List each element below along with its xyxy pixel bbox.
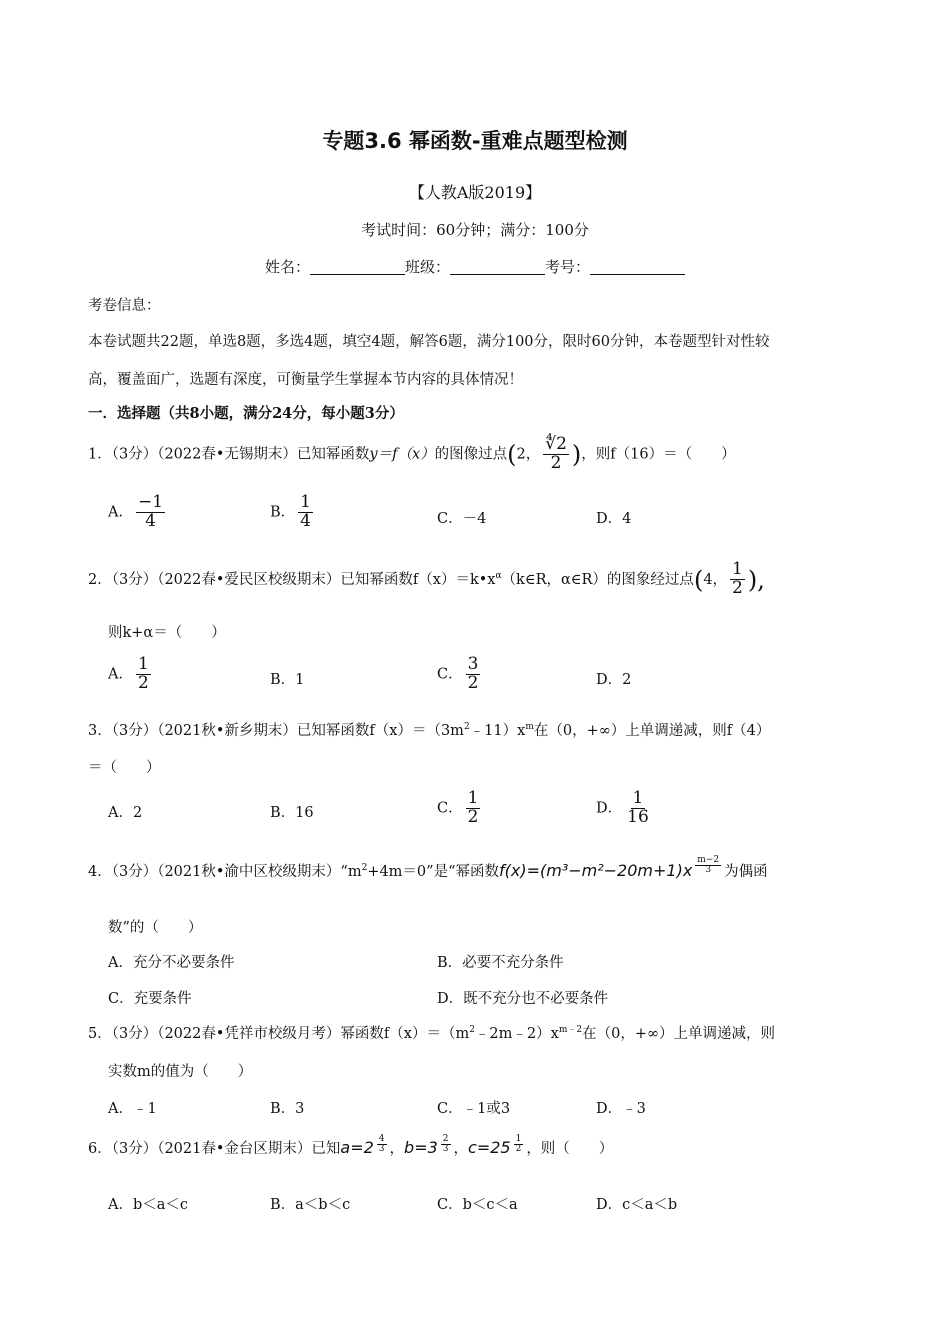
question-2: 2．（3分）（2022春•爱民区校级期末）已知幂函数$f(x)=k•x^\alpha(k\in R$，α∈R）的图象经过点(4， $\frac{1}{2}$ ), <box>88 559 765 599</box>
class-label: 班级： <box>404 258 450 276</box>
q2-option-b[interactable]: B．1 <box>270 672 305 688</box>
q3-option-a[interactable]: A．2 <box>108 805 143 821</box>
question-3: 3．（3分）（2021秋•新乡期末）已知幂函数$f(x)=(3m^2﹣11)x^m$在（0，+∞）上单调递减，则f（4） <box>88 722 771 739</box>
q1-suffix: ，则f（16）＝（ ） <box>581 446 736 463</box>
q1-option-b[interactable]: B． $\frac{1}{4}$ <box>270 492 311 531</box>
q2-point-x: 4， <box>703 571 728 588</box>
class-blank[interactable] <box>450 258 545 275</box>
q4-option-b[interactable]: B．必要不充分条件 <box>437 955 564 971</box>
number-label: 考号： <box>545 258 591 276</box>
q6-option-a[interactable]: A．b＜a＜c <box>108 1197 189 1213</box>
edition-label: 【人教A版2019】 <box>408 183 542 202</box>
q1-option-d[interactable]: D．4 <box>596 511 632 527</box>
q2-option-a[interactable]: A． $\frac{1}{2}$ <box>108 654 149 693</box>
q2-prefix: 2．（3分）（2022春•爱民区校级期末）已知幂函数f（x）＝k•x <box>88 571 496 588</box>
q6-option-d[interactable]: D．c＜a＜b <box>596 1197 678 1213</box>
number-blank[interactable] <box>590 258 685 275</box>
q3-line-2: ＝（ ） <box>88 760 161 776</box>
q6-option-c[interactable]: C．b＜c＜a <box>437 1197 518 1213</box>
q1-mid: 的图像过点 <box>434 446 508 463</box>
section-heading: 一．选择题（共8小题，满分24分，每小题3分） <box>88 405 404 422</box>
question-1: 1．（3分）（2022春•无锡期末）已知幂函数y＝f（x）的图像过点(2， $\frac{∜2}{2}$ )，则f（16）＝（ ） <box>88 434 736 473</box>
q1-point-x: 2， <box>516 446 541 463</box>
q2-exponent: α <box>495 571 502 581</box>
q5-option-b[interactable]: B．3 <box>270 1101 305 1117</box>
q1-prefix: 1．（3分）（2022春•无锡期末）已知幂函数 <box>88 446 370 463</box>
q5-option-d[interactable]: D．﹣3 <box>596 1101 646 1117</box>
q4-option-c[interactable]: C．充要条件 <box>108 991 192 1007</box>
q1-point-fraction: $\frac{∜2}{2}$ <box>545 434 567 473</box>
q2-option-d[interactable]: D．2 <box>596 672 632 688</box>
info-heading: 考卷信息： <box>88 298 161 314</box>
q4-option-a[interactable]: A．充分不必要条件 <box>108 955 235 971</box>
q5-option-c[interactable]: C．﹣1或3 <box>437 1101 511 1117</box>
q4-formula: f(x)=(m³−m²−20m+1)x <box>499 860 693 880</box>
info-line-1: 本卷试题共22题，单选8题，多选4题，填空4题，解答6题，满分100分，限时60分钟，本卷题型针对性较 <box>88 334 770 350</box>
q1-option-c[interactable]: C．－4 <box>437 511 487 527</box>
q4-line-2: 数”的（ ） <box>108 920 203 936</box>
q4-option-d[interactable]: D．既不充分也不必要条件 <box>437 991 609 1007</box>
q3-option-b[interactable]: B．16 <box>270 805 314 821</box>
q5-option-a[interactable]: A．﹣1 <box>108 1101 157 1117</box>
name-blank[interactable] <box>310 258 405 275</box>
q1-option-a[interactable]: A． $\frac{-1}{4}$ <box>108 492 164 531</box>
info-line-2: 高，覆盖面广，选题有深度，可衡量学生掌握本节内容的具体情况！ <box>88 372 523 388</box>
q2-point-fraction: $\frac{1}{2}$ <box>732 559 743 599</box>
q4-exponent-fraction: $\frac{m-2}{3}$ <box>697 854 720 876</box>
q1-func: y＝f（x） <box>369 446 435 463</box>
q5-line-2: 实数m的值为（ ） <box>108 1064 253 1080</box>
q2-option-c[interactable]: C． $\frac{3}{2}$ <box>437 654 479 693</box>
page-title: 专题3.6 幂函数-重难点题型检测 <box>322 129 628 153</box>
q6-option-b[interactable]: B．a＜b＜c <box>270 1197 351 1213</box>
q3-option-d[interactable]: D． $\frac{1}{16}$ <box>596 788 649 827</box>
student-fields <box>0 256 950 277</box>
question-4: 4．（3分）（2021秋•渝中区校级期末）“$m^2+4m=0$”是“幂函数f(x)=(m³−m²−20m+1)x $\frac{m-2}{3}$ 为偶函 <box>88 854 768 880</box>
question-6: 6．（3分）（2021春•金台区期末）已知a=2 $\frac{4}{3}$ ，b=3 $\frac{2}{3}$ ，c=25 $\frac{1}{2}$ ，则（ ） <box>88 1134 614 1157</box>
q2-mid: （k∈R，α∈R）的图象经过点 <box>501 571 694 588</box>
question-5: 5．（3分）（2022春•凭祥市校级月考）幂函数$f(x)=(m^2﹣2m﹣2)x^{m﹣2}$在（0，+∞）上单调递减，则 <box>88 1025 776 1042</box>
q3-option-c[interactable]: C． $\frac{1}{2}$ <box>437 788 479 827</box>
name-label: 姓名： <box>264 258 310 276</box>
q2-line-2: 则k+α＝（ ） <box>108 625 226 641</box>
exam-timing: 考试时间：60分钟；满分：100分 <box>361 221 589 239</box>
